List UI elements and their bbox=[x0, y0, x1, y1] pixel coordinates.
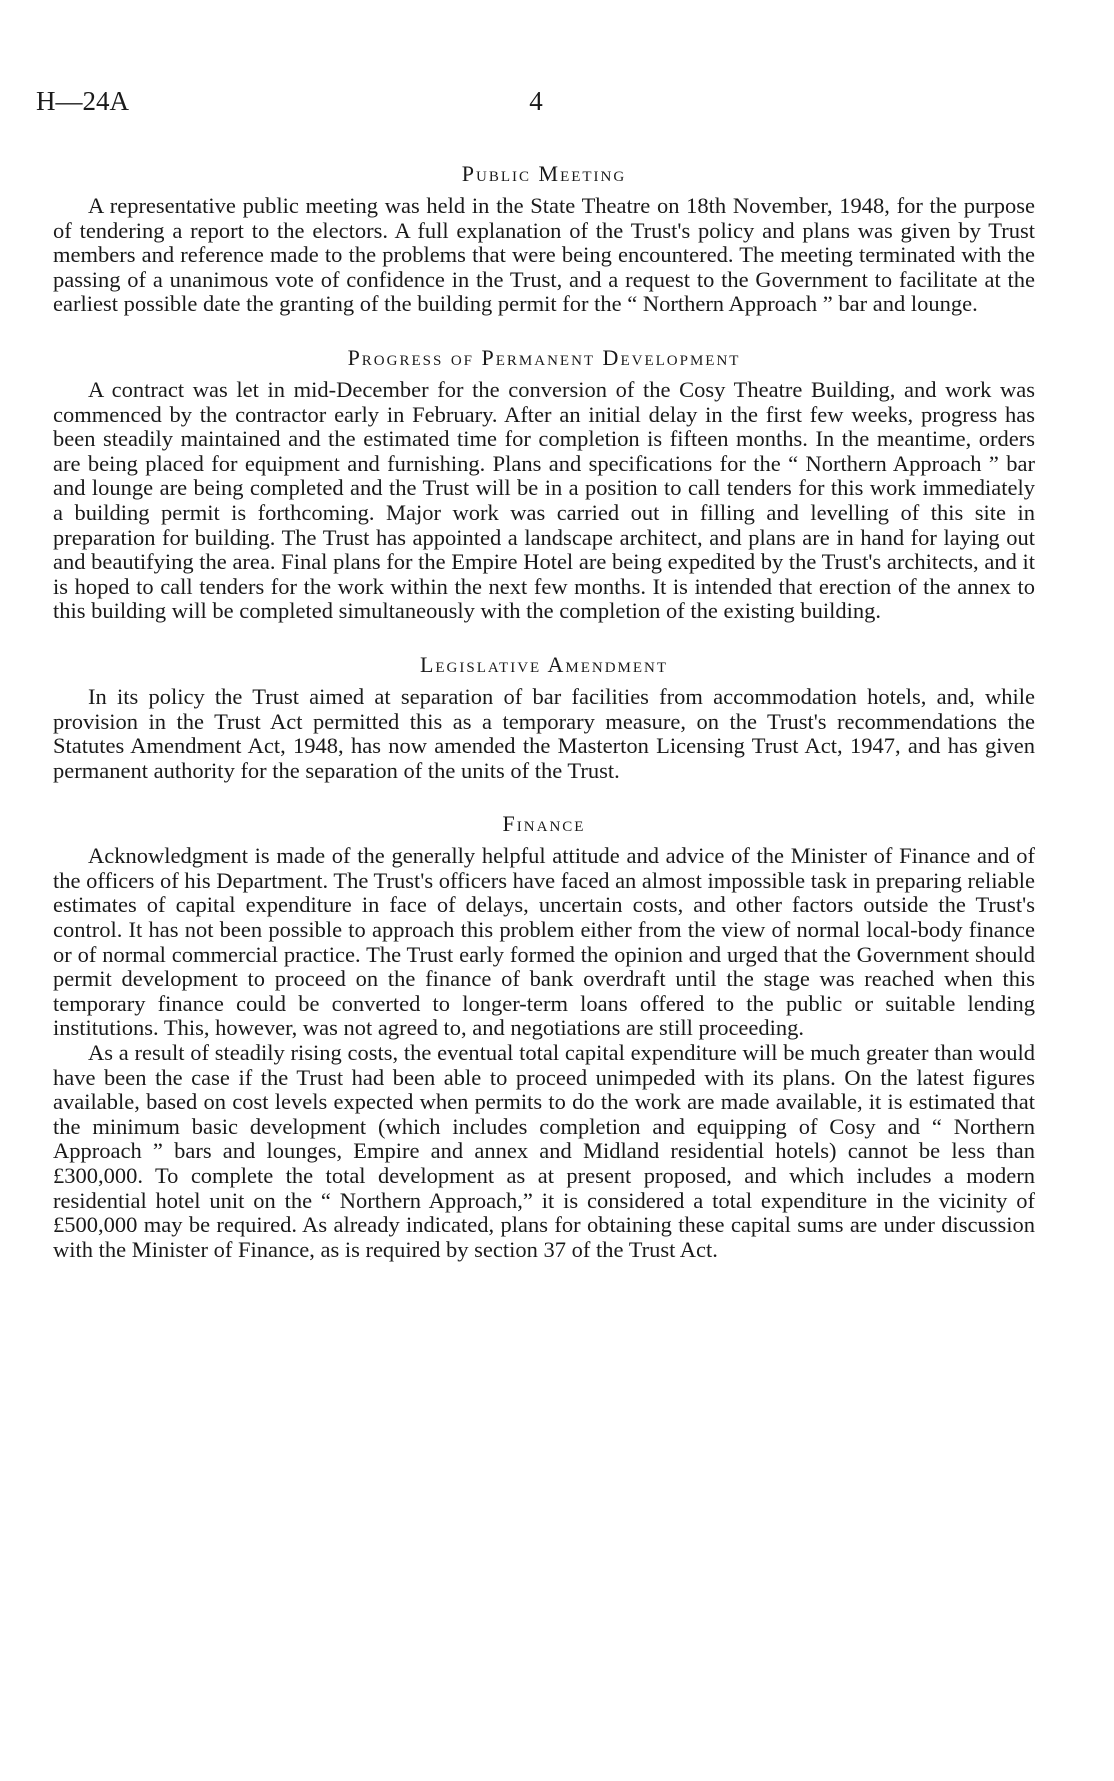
page-body bbox=[53, 160, 1035, 1262]
section-public-meeting bbox=[53, 160, 1035, 317]
paragraph: A contract was let in mid-December for the conversion of the Cosy Theatre Building, and work was commenced by the contractor early in February. After an initial delay in the first few weeks, progress has been steadily maintained and the estimated time for completion is fifteen months. In the meantime, orders are being placed for equipment and furnishing. Plans and specifications for the “ Northern Approach ” bar and lounge are being completed and the Trust will be in a position to call tenders for this work immediately a building permit is forthcoming. Major work was carried out in filling and levelling of this site in preparation for building. The Trust has appointed a landscape architect, and plans are in hand for laying out and beautifying the area. Final plans for the Empire Hotel are being expedited by the Trust's architects, and it is hoped to call tenders for the work within the next few months. It is intended that erection of the annex to this building will be completed simultaneously with the completion of the existing building. bbox=[53, 376, 1035, 624]
section-legislative-amendment bbox=[53, 651, 1035, 783]
section-heading: Legislative Amendment bbox=[419, 651, 669, 677]
section-finance bbox=[53, 810, 1035, 1262]
section-heading: Progress of Permanent Development bbox=[347, 344, 741, 370]
section-heading: Finance bbox=[502, 811, 586, 837]
section-heading: Public Meeting bbox=[461, 161, 627, 186]
section-progress-of-permanent-development bbox=[53, 344, 1035, 624]
paragraph: In its policy the Trust aimed at separation of bar facilities from accommodation hotels, and, while provision in the Trust Act permitted this as a temporary measure, on the Trust's recommendations the Statutes Amendment Act, 1948, has now amended the Masterton Licensing Trust Act, 1947, and has given permanent authority for the separation of the units of the Trust. bbox=[53, 683, 1035, 783]
running-header bbox=[36, 86, 1036, 120]
page-number: 4 bbox=[529, 86, 543, 116]
paragraph: As a result of steadily rising costs, the eventual total capital expenditure will be much greater than would have been the case if the Trust had been able to proceed unimpeded with its plans. On the latest figures available, based on cost levels expected when permits to do the work are made available, it is estimated that the minimum basic development (which includes completion and equipping of Cosy and “ Northern Approach ” bars and lounges, Empire and annex and Midland residential hotels) cannot be less than £300,000. To complete the total development as at present proposed, and which includes a modern residential hotel unit on the “ Northern Approach,” it is considered a total expenditure in the vicinity of £500,000 may be required. As already indicated, plans for obtaining these capital sums are under discussion with the Minister of Finance, as is required by section 37 of the Trust Act. bbox=[53, 1040, 1035, 1262]
paragraph: Acknowledgment is made of the generally helpful attitude and advice of the Minister of Finance and of the officers of his Department. The Trust's officers have faced an almost impossible task in preparing reliable estimates of capital expenditure in face of delays, uncertain costs, and other factors outside the Trust's control. It has not been possible to approach this problem either from the view of normal local-body finance or of normal commercial practice. The Trust early formed the opinion and urged that the Government should permit development to proceed on the finance of bank overdraft until the stage was reached when this temporary finance could be converted to longer-term loans offered to the public or suitable lending institutions. This, however, was not agreed to, and negotiations are still proceeding. bbox=[53, 843, 1035, 1041]
document-reference: H—24A bbox=[36, 86, 129, 116]
paragraph: A representative public meeting was held in the State Theatre on 18th November, 1948, for the purpose of tendering a report to the electors. A full explanation of the Trust's policy and plans was given by Trust members and reference made to the problems that were being encountered. The meeting terminated with the passing of a unanimous vote of confidence in the Trust, and a request to the Government to facilitate at the earliest possible date the granting of the building permit for the “ Northern Approach ” bar and lounge. bbox=[53, 193, 1035, 317]
